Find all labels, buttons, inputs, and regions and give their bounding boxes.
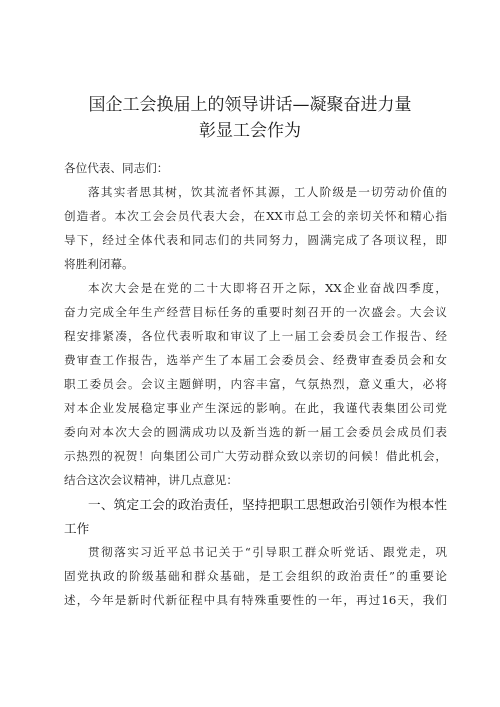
document-title-line-2: 彰显工会作为 — [199, 121, 301, 141]
paragraph-1-line: 落其实者思其树，饮其流者怀其源，工人阶级是一切劳动价值的 — [88, 185, 447, 199]
paragraph-3-line: 固党执政的阶级基础和群众基础，是工会组织的政治责任”的重要论 — [64, 569, 447, 583]
paragraph-1-line: 创造者。本次工会会员代表大会，在XX市总工会的亲切关怀和精心指 — [64, 209, 447, 223]
section-heading-1-continued: 工作 — [64, 521, 90, 536]
paragraph-2-line: 奋力完成全年生产经营目标任务的重要时刻召开的一次盛会。大会议 — [64, 305, 447, 319]
paragraph-2-line: 费审查工作报告，选举产生了本届工会委员会、经费审查委员会和女 — [64, 353, 447, 367]
paragraph-2-line: 委向对本次大会的圆满成功以及新当选的新一届工会委员会成员们表 — [64, 425, 447, 439]
paragraph-2-line: 结合这次会议精神，讲几点意见： — [64, 473, 238, 487]
paragraph-2-line: 职工委员会。会议主题鲜明，内容丰富，气氛热烈，意义重大，必将 — [64, 377, 447, 391]
section-heading-1: 一、筑定工会的政治责任，坚持把职工思想政治引领作为根本性 — [88, 497, 447, 512]
paragraph-2-line: 示热烈的祝贺！向集团公司广大劳动群众致以亲切的问候！借此机会， — [64, 449, 447, 463]
paragraph-2-line: 本次大会是在党的二十大即将召开之际，XX企业奋战四季度， — [88, 281, 447, 295]
paragraph-1-line: 将胜利闭幕。 — [64, 257, 134, 271]
document-title-line-1: 国企工会换届上的领导讲话—凝聚奋进力量 — [88, 95, 412, 115]
paragraph-3-line: 述，今年是新时代新征程中具有特殊重要性的一年，再过16天，我们 — [64, 593, 447, 607]
paragraph-2-line: 对本企业发展稳定事业产生深远的影响。在此，我谨代表集团公司党 — [64, 401, 447, 415]
paragraph-2-line: 程安排紧凑，各位代表听取和审议了上一届工会委员会工作报告、经 — [64, 329, 447, 343]
paragraph-1-line: 导下，经过全体代表和同志们的共同努力，圆满完成了各项议程，即 — [64, 233, 447, 247]
paragraph-3-line: 贯彻落实习近平总书记关于“引导职工群众听党话、跟党走，巩 — [88, 545, 447, 559]
salutation: 各位代表、同志们： — [64, 161, 169, 175]
